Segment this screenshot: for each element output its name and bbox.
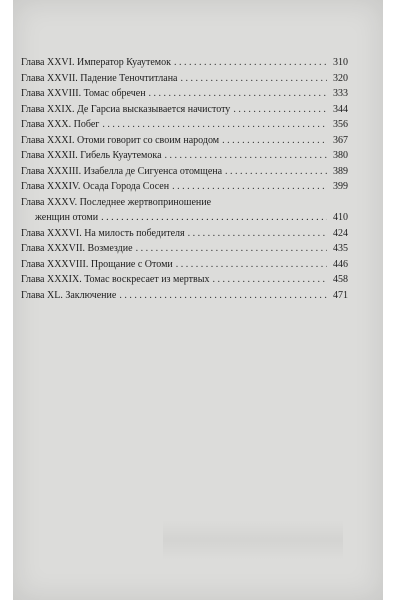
dot-leader bbox=[222, 133, 327, 149]
toc-entry bbox=[21, 272, 348, 288]
dot-leader bbox=[119, 288, 327, 304]
toc-entry-page: 446 bbox=[333, 258, 348, 270]
dot-leader bbox=[149, 86, 327, 102]
toc-entry-page: 320 bbox=[333, 72, 348, 84]
toc-entry bbox=[21, 241, 348, 257]
toc-entry bbox=[21, 133, 348, 149]
toc-entry-page: 333 bbox=[333, 88, 348, 99]
toc-entry-page: 367 bbox=[333, 134, 348, 146]
toc-entry-page: 458 bbox=[333, 274, 348, 285]
toc-entry-label: Глава XXX. Побег bbox=[21, 119, 100, 130]
toc-entry bbox=[21, 226, 348, 242]
dot-leader bbox=[176, 257, 327, 273]
toc-entry bbox=[21, 102, 348, 118]
toc-entry-page: 424 bbox=[333, 227, 348, 239]
toc-entry-label-continued: женщин отоми bbox=[35, 212, 99, 223]
toc-entry bbox=[21, 257, 348, 273]
toc-entry-label: Глава XXXIV. Осада Города Сосен bbox=[21, 181, 170, 192]
dot-leader bbox=[101, 210, 327, 226]
toc-entry-label: Глава XL. Заключение bbox=[21, 289, 117, 301]
toc-entry bbox=[21, 86, 348, 102]
toc-entry bbox=[21, 179, 348, 195]
toc-entry-label: Глава XXIX. Де Гарсиа высказывается начистоту bbox=[21, 103, 231, 115]
toc-entry-page: 380 bbox=[333, 150, 348, 161]
toc-entry-page: 356 bbox=[333, 119, 348, 130]
toc-entry-label: Глава XXVIII. Томас обречен bbox=[21, 88, 146, 99]
toc-entry-label: Глава XXXII. Гибель Куаутемока bbox=[21, 150, 162, 161]
toc-entry bbox=[21, 148, 348, 164]
toc-entry bbox=[21, 288, 348, 304]
toc-entry-page: 399 bbox=[333, 181, 348, 192]
toc-entry-label: Глава XXXV. Последнее жертвоприношение bbox=[21, 196, 212, 208]
toc-entry-page: 435 bbox=[333, 243, 348, 254]
toc-entry-page: 310 bbox=[333, 57, 348, 68]
toc-entry-label: Глава XXXIX. Томас воскресает из мертвых bbox=[21, 274, 210, 285]
toc-entry-label: Глава XXXIII. Изабелла де Сигуенса отомщена bbox=[21, 165, 223, 177]
toc-entry-page: 344 bbox=[333, 103, 348, 115]
toc-entry-label: Глава XXVI. Император Куаутемок bbox=[21, 57, 171, 68]
dot-leader bbox=[174, 55, 327, 71]
toc-entry bbox=[21, 71, 348, 87]
toc-entry-page: 410 bbox=[333, 212, 348, 223]
dot-leader bbox=[102, 117, 327, 133]
dot-leader bbox=[172, 179, 327, 195]
dot-leader bbox=[188, 226, 327, 242]
toc-entry-label: Глава XXXI. Отоми говорит со своим народом bbox=[21, 134, 220, 146]
dot-leader bbox=[136, 241, 327, 257]
dot-leader bbox=[165, 148, 327, 164]
toc-entry bbox=[21, 195, 348, 226]
dot-leader bbox=[181, 71, 328, 87]
dot-leader bbox=[225, 164, 327, 180]
toc-entry-label: Глава XXXVI. На милость победителя bbox=[21, 227, 185, 239]
toc-entry-page: 389 bbox=[333, 165, 348, 177]
toc-entry-label: Глава XXVII. Падение Теночтитлана bbox=[21, 72, 178, 84]
show-through-shadow bbox=[163, 520, 343, 560]
dot-leader bbox=[212, 272, 327, 288]
toc-entry-label: Глава XXXVIII. Прощание с Отоми bbox=[21, 258, 173, 270]
table-of-contents bbox=[21, 55, 348, 303]
toc-entry bbox=[21, 117, 348, 133]
toc-entry bbox=[21, 164, 348, 180]
toc-entry-page: 471 bbox=[333, 289, 348, 301]
dot-leader bbox=[233, 102, 327, 118]
toc-entry-label: Глава XXXVII. Возмездие bbox=[21, 243, 133, 254]
toc-entry bbox=[21, 55, 348, 71]
